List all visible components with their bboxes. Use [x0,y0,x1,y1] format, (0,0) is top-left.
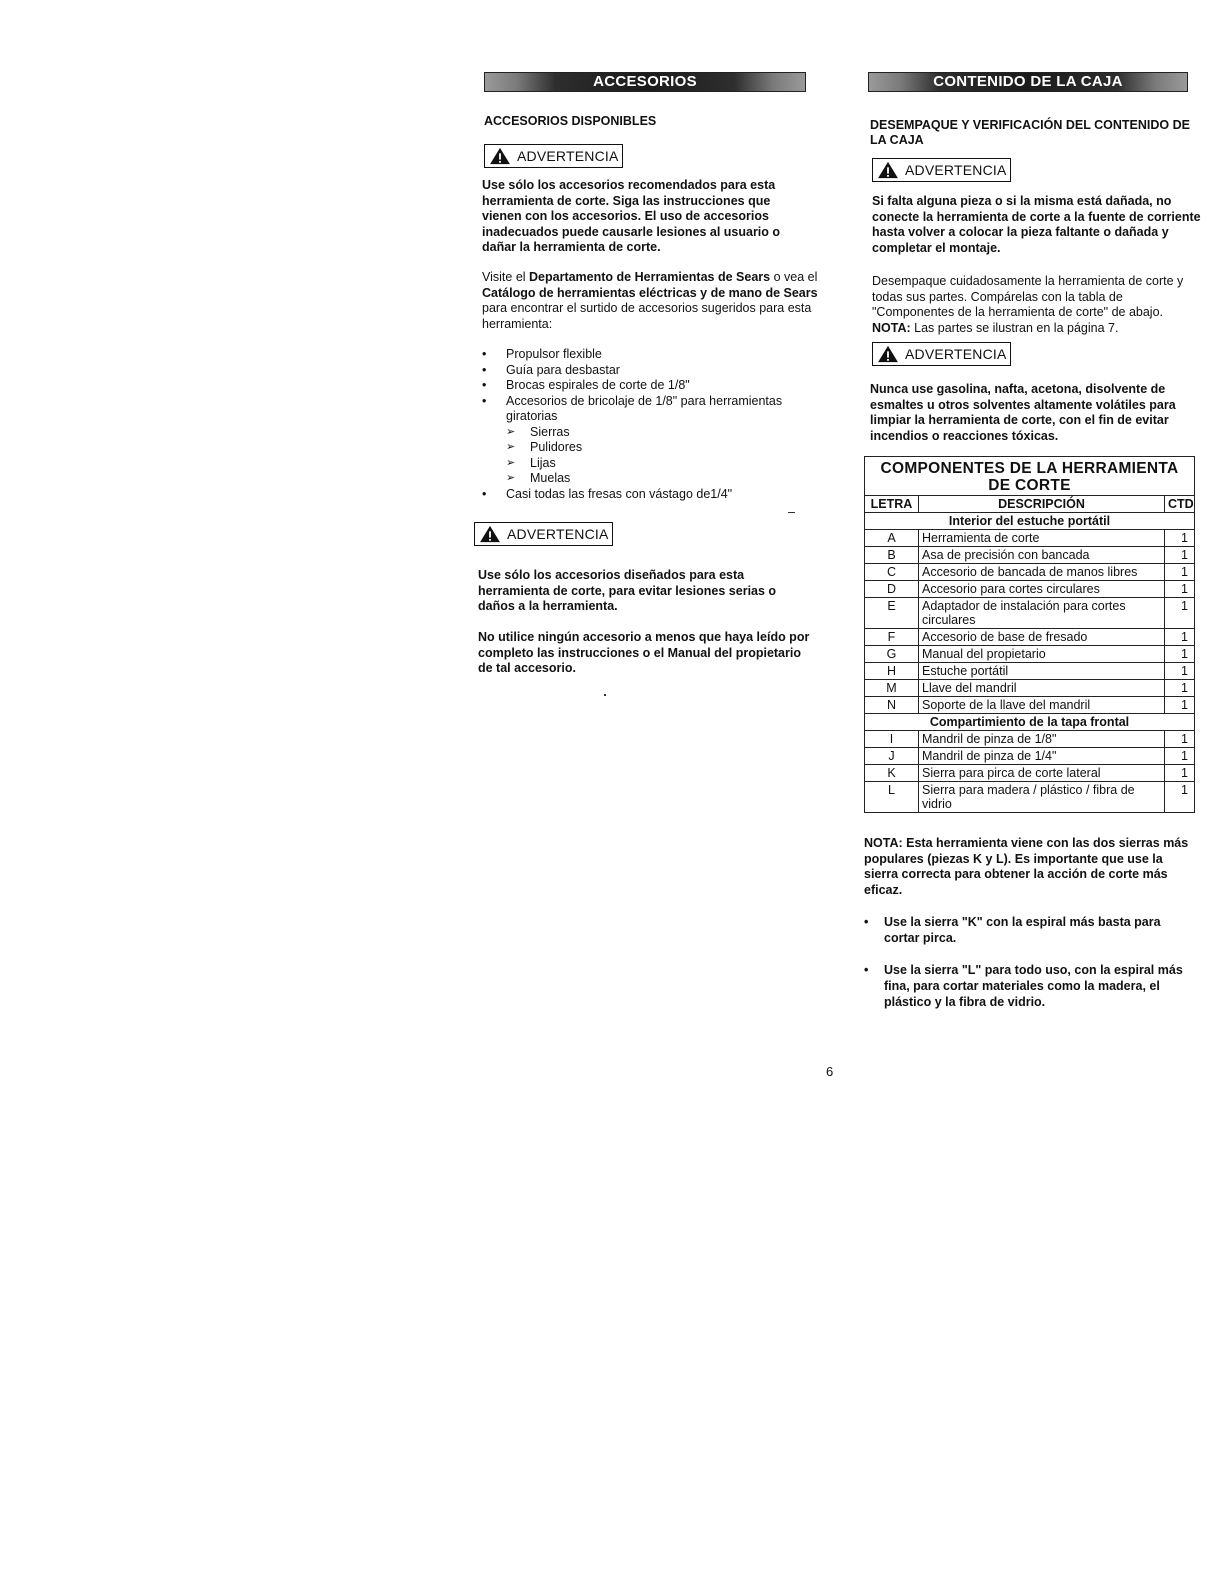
warning-line: vienen con los accesorios. El uso de accesorios [482,209,769,223]
warning-line: dañar la herramienta de corte. [482,240,661,254]
left-column [478,72,828,675]
table-section-header: Interior del estuche portátil [865,513,1195,530]
section-banner-contenido: CONTENIDO DE LA CAJA [868,72,1188,92]
rotary-accessories-sublist [506,425,820,487]
table-section-header: Compartimiento de la tapa frontal [865,714,1195,731]
table-row: K Sierra para pirca de corte lateral 1 [865,765,1195,782]
components-table [864,456,1195,813]
sears-department: Departamento de Herramientas de Sears [529,270,771,284]
accessories-list [480,347,820,502]
visit-sears-paragraph: Visite el Departamento de Herramientas de Sears o vea el Catálogo de herramientas eléctricas y de mano de Sears para encontrar el surtido de accesorios sugeridos para esta herramienta: [482,270,818,331]
sublist-item: ➢ Lijas [506,456,820,472]
sublist-item: ➢ Pulidores [506,440,820,456]
warning-text-solvents: Nunca use gasolina, nafta, acetona, disolvente de esmaltes u otros solventes altamente volátiles para limpiar la herramienta de corte, con el fin de evitar incendios o reacciones tóxicas. [870,382,1176,443]
table-row: L Sierra para madera / plástico / fibra de vidrio 1 [865,782,1195,813]
warning-triangle-icon [877,161,899,179]
table-row: G Manual del propietario 1 [865,646,1195,663]
sears-catalog: Catálogo de herramientas eléctricas y de mano de Sears [482,285,818,300]
col-header-qty: CTD [1165,496,1195,513]
warning-line: Use sólo los accesorios recomendados para esta [482,178,776,192]
table-row: H Estuche portátil 1 [865,663,1195,680]
table-row: E Adaptador de instalación para cortes circulares 1 [865,598,1195,629]
list-item: • Use la sierra "K" con la espiral más basta para cortar pirca. [864,914,1190,946]
page-number: 6 [826,1064,834,1079]
table-row: J Mandril de pinza de 1/4" 1 [865,748,1195,765]
warning-box-3 [872,158,1011,182]
warning-box-2 [474,522,613,546]
warning-text-read-instructions: No utilice ningún accesorio a menos que haya leído por completo las instrucciones o el Manual del propietario de tal accesorio. [478,630,810,675]
warning-box-1 [484,144,623,168]
list-item: • Use la sierra "L" para todo uso, con la espiral más fina, para cortar materiales como la madera, el plástico y la fibra de vidrio. [864,962,1190,1010]
nota-saws-paragraph: NOTA: Esta herramienta viene con las dos sierras más populares (piezas K y L). Es importante que use la sierra correcta para obtener la acción de corte más eficaz. [864,836,1189,897]
list-item: • Propulsor flexible [480,347,820,363]
unpack-paragraph: Desempaque cuidadosamente la herramienta de corte y todas sus partes. Compárelas con la tabla de "Componentes de la herramienta de corte" de abajo. NOTA: Las partes se ilustran en la página 7. [872,274,1184,335]
sublist-item: ➢ Muelas [506,471,820,487]
col-header-description: DESCRIPCIÓN [919,496,1165,513]
warning-triangle-icon [489,147,511,165]
warning-line: herramienta de corte. Siga las instrucciones que [482,193,771,208]
nota-label: NOTA: [872,320,911,335]
warning-label: ADVERTENCIA [905,346,1007,362]
table-row: M Llave del mandril 1 [865,680,1195,697]
table-row: F Accesorio de base de fresado 1 [865,629,1195,646]
warning-label: ADVERTENCIA [507,526,609,542]
scan-speck [788,512,795,513]
table-row: I Mandril de pinza de 1/8" 1 [865,731,1195,748]
scan-speck [604,694,606,696]
warning-text-accessories [482,178,832,256]
right-column [864,72,1201,1009]
warning-text-designed-accessories: Use sólo los accesorios diseñados para esta herramienta de corte, para evitar lesiones serias o daños a la herramienta. [478,568,777,613]
table-row: B Asa de precisión con bancada 1 [865,547,1195,564]
warning-line: inadecuados puede causarle lesiones al usuario o [482,224,781,239]
warning-label: ADVERTENCIA [905,162,1007,178]
list-item: • Brocas espirales de corte de 1/8" [480,378,820,394]
table-row: N Soporte de la llave del mandril 1 [865,697,1195,714]
list-item: • Accesorios de bricolaje de 1/8" para herramientas giratorias ➢ Sierras ➢ Pulidores ➢ Lijas ➢ Muelas [480,394,820,487]
sublist-item: ➢ Sierras [506,425,820,441]
heading-accesorios-disponibles: ACCESORIOS DISPONIBLES [484,114,657,128]
col-header-letter: LETRA [865,496,919,513]
warning-triangle-icon [877,345,899,363]
table-header-row [865,496,1195,513]
table-row: C Accesorio de bancada de manos libres 1 [865,564,1195,581]
table-row: D Accesorio para cortes circulares 1 [865,581,1195,598]
warning-text-missing-part: Si falta alguna pieza o si la misma está dañada, no conecte la herramienta de corte a la fuente de corriente hasta volver a colocar la pieza faltante o dañada y completar el montaje. [872,194,1201,255]
list-item: • Casi todas las fresas con vástago de1/4" [480,487,820,503]
warning-box-4 [872,342,1011,366]
warning-triangle-icon [479,525,501,543]
warning-label: ADVERTENCIA [517,148,619,164]
list-item: • Guía para desbastar [480,363,820,379]
table-row: A Herramienta de corte 1 [865,530,1195,547]
table-title: COMPONENTES DE LA HERRAMIENTA DE CORTE [865,457,1195,496]
section-banner-accesorios: ACCESORIOS [484,72,806,92]
heading-desempaque: DESEMPAQUE Y VERIFICACIÓN DEL CONTENIDO DE LA CAJA [870,118,1190,147]
saw-usage-list [864,914,1190,1026]
